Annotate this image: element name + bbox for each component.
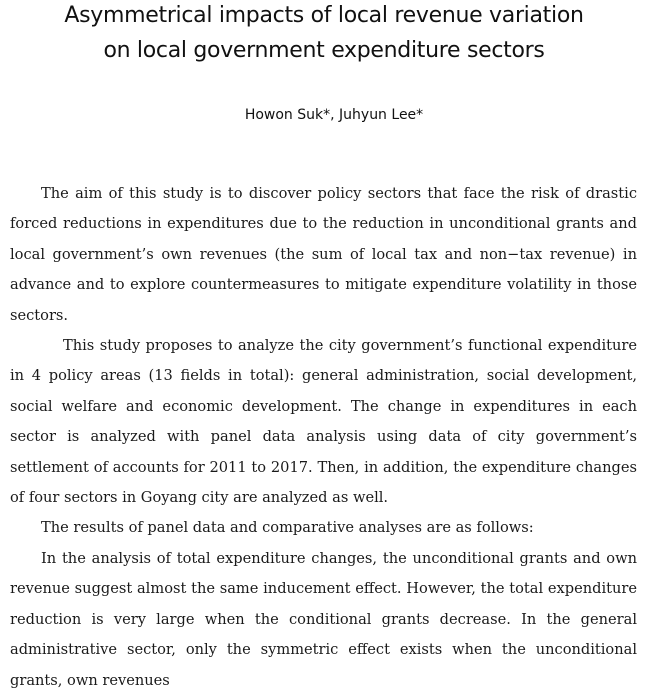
abstract-paragraph-1: The aim of this study is to discover policy sectors that face the risk of drastic forced reductions in expenditures due to the reduction in unconditional grants and local government’s own revenues (the sum of local tax and non−tax revenue) in advance and to explore countermeasures to mitigate expenditure volatility in those sectors. [10, 185, 637, 324]
abstract-paragraph-4: In the analysis of total expenditure changes, the unconditional grants and own revenue suggest almost the same inducement effect. However, the total expenditure reduction is very large when the conditional grants decrease. In the general administrative sector, only the symmetric effect exists when the unconditional grants, own revenues [10, 549, 637, 689]
abstract-paragraph-3: The results of panel data and comparative analyses are as follows: [41, 519, 534, 537]
paper-title-line-1: Asymmetrical impacts of local revenue variation [64, 3, 584, 28]
abstract-body [10, 179, 637, 696]
author-list: Howon Suk*, Juhyun Lee* [244, 107, 424, 123]
paper-title-line-2: on local government expenditure sectors [103, 38, 545, 63]
abstract-paragraph-2: This study proposes to analyze the city government’s functional expenditure in 4 policy areas (13 fields in total): general administration, social development, social welfare and economic development. The change in expenditures in each sector is analyzed with panel data analysis using data of city government’s settlement of accounts for 2011 to 2017. Then, in addition, the expenditure changes of four sectors in Goyang city are analyzed as well. [10, 337, 637, 507]
